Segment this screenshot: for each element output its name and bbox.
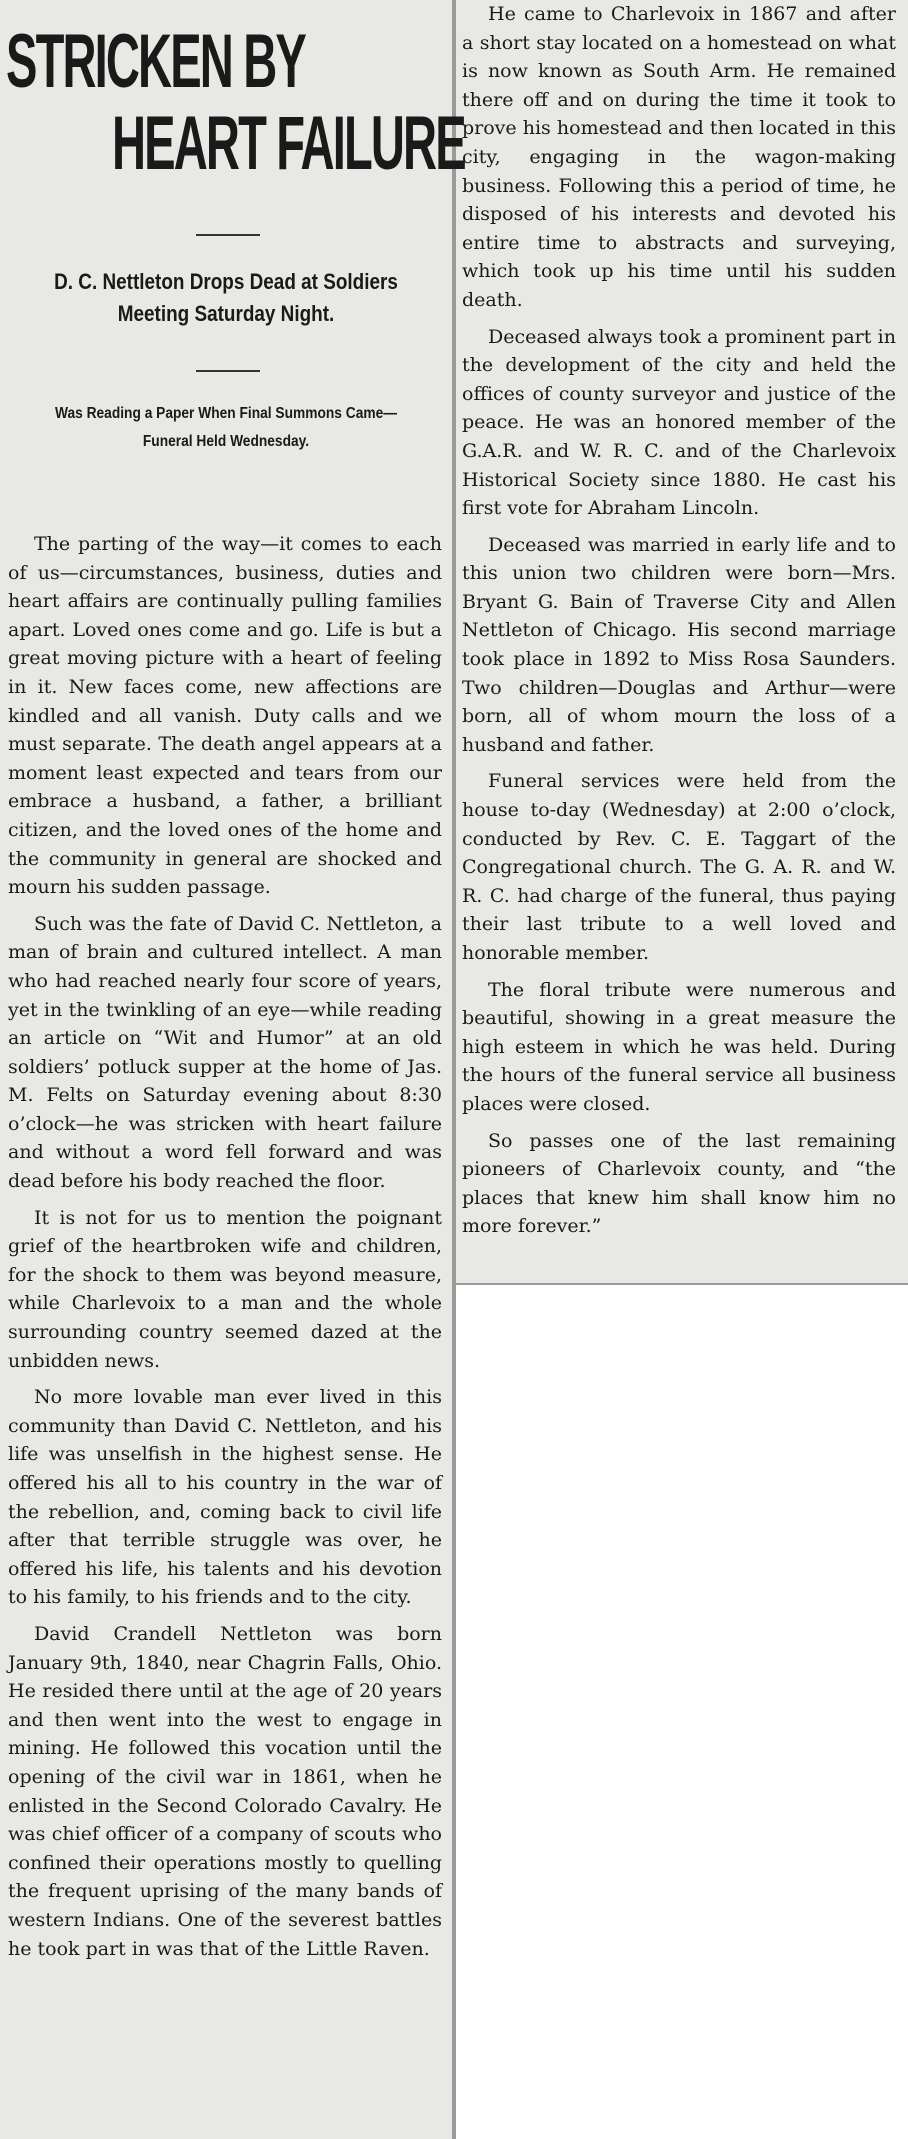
paragraph: It is not for us to mention the poignant grief of the heartbroken wife and children, for the shock to them was beyond measure, while Charlevoix to a man and the whole surrounding country seemed dazed at the unbidden news.: [8, 1206, 442, 1372]
right-column-bottom-rule: [456, 1283, 908, 1285]
secondary-deck: Was Reading a Paper When Final Summons Came—Funeral Held Wednesday.: [54, 405, 398, 450]
paragraph: No more lovable man ever lived in this community than David C. Nettleton, and his life was unselfish in the highest sense. He offered his all to his country in the war of the rebellion, and, coming back to civil life after that terrible struggle was over, he offered his life, his talents and his devotion to his family, to his friends and to the city.: [8, 1386, 442, 1609]
paragraph: Funeral services were held from the house to-day (Wednesday) at 2:00 o’clock, conducted by Rev. C. E. Taggart of the Congregational church. The G. A. R. and W. R. C. had charge of the funeral, thus paying their last tribute to a well loved and honorable member.: [462, 770, 896, 964]
headline-line-1: STRICKEN BY: [6, 19, 305, 104]
paragraph: The floral tribute were numerous and beautiful, showing in a great measure the high esteem in which he was held. During the hours of the funeral service all business places were closed.: [462, 978, 896, 1115]
paragraph: He came to Charlevoix in 1867 and after a short stay located on a homestead on what is now known as South Arm. He remained there off and on during the time it took to prove his homestead and then located in this city, engaging in the wagon-making business. Following this a period of time, he disposed of his interests and devoted his entire time to abstracts and surveying, which took up his time until his sudden death.: [462, 3, 896, 311]
paragraph: Such was the fate of David C. Nettleton, a man of brain and cultured intellect. A man who had reached nearly four score of years, yet in the twinkling of an eye—while reading an article on “Wit and Humor” at an old soldiers’ potluck supper at the home of Jas. M. Felts on Saturday evening about 8:30 o’clock—he was stricken with heart failure and without a word fell forward and was dead before his body reached the floor.: [8, 912, 442, 1193]
subheadline: D. C. Nettleton Drops Dead at Soldiers Meeting Saturday Night.: [54, 269, 398, 326]
deck-rule: [196, 370, 260, 372]
paragraph: So passes one of the last remaining pioneers of Charlevoix county, and “the places that knew him shall know him no more forever.”: [462, 1129, 896, 1238]
headline-rule: [196, 234, 260, 236]
left-body-text: [8, 530, 442, 1971]
column-divider: [452, 0, 456, 2139]
right-body-text: [462, 0, 896, 1249]
paragraph: David Crandell Nettleton was born January 9th, 1840, near Chagrin Falls, Ohio. He resided there until at the age of 20 years and then went into the west to engage in mining. He followed this vocation until the opening of the civil war in 1861, when he enlisted in the Second Colorado Cavalry. He was chief officer of a company of scouts who confined their operations mostly to quelling the frequent uprising of the many bands of western Indians. One of the severest battles he took part in was that of the Little Raven.: [8, 1622, 442, 1960]
headline-line-2: HEART FAILURE: [112, 101, 465, 186]
paragraph: Deceased was married in early life and to this union two children were born—Mrs. Bryant G. Bain of Traverse City and Allen Nettleton of Chicago. His second marriage took place in 1892 to Miss Rosa Saunders. Two children—Douglas and Arthur—were born, all of whom mourn the loss of a husband and father.: [462, 533, 896, 756]
paragraph: Deceased always took a prominent part in the development of the city and held the offices of county surveyor and justice of the peace. He was an honored member of the G.A.R. and W. R. C. and of the Charlevoix Historical Society since 1880. He cast his first vote for Abraham Lincoln.: [462, 325, 896, 520]
paragraph: The parting of the way—it comes to each of us—circumstances, business, duties and heart affairs are continually pulling families apart. Loved ones come and go. Life is but a great moving picture with a heart of feeling in it. New faces come, new affections are kindled and all vanish. Duty calls and we must separate. The death angel appears at a moment least expected and tears from our embrace a husband, a father, a brilliant citizen, and the loved ones of the home and the community in general are shocked and mourn his sudden passage.: [8, 533, 442, 899]
